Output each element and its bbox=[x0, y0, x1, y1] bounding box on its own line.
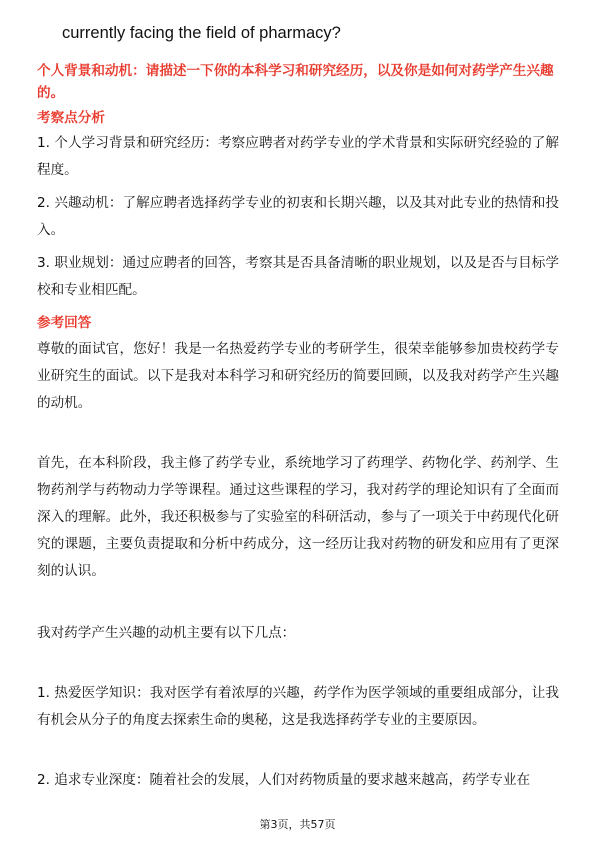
answer-heading: 参考回答 bbox=[37, 315, 92, 331]
page-number: 第3页，共57页 bbox=[259, 818, 336, 831]
answer-paragraph-4: 1. 热爱医学知识：我对医学有着浓厚的兴趣，药学作为医学领域的重要组成部分，让我有机会从分子的角度去探索生命的奥秘，这是我选择药学专业的主要原因。 bbox=[37, 685, 559, 728]
answer-paragraph-1: 尊敬的面试官，您好！我是一名热爱药学专业的考研学生，很荣幸能够参加贵校药学专业研究生的面试。以下是我对本科学习和研究经历的简要回顾，以及我对药学产生兴趣的动机。 bbox=[37, 341, 559, 411]
lead-text: currently facing the field of pharmacy? bbox=[62, 24, 341, 42]
analysis-item-1: 1. 个人学习背景和研究经历：考察应聘者对药学专业的学术背景和实际研究经验的了解程度。 bbox=[37, 135, 559, 178]
question-title: 个人背景和动机：请描述一下你的本科学习和研究经历，以及你是如何对药学产生兴趣的。 bbox=[37, 63, 554, 101]
answer-paragraph-3: 我对药学产生兴趣的动机主要有以下几点： bbox=[37, 625, 296, 641]
analysis-item-3: 3. 职业规划：通过应聘者的回答，考察其是否具备清晰的职业规划，以及是否与目标学校和专业相匹配。 bbox=[37, 255, 559, 298]
analysis-item-2: 2. 兴趣动机：了解应聘者选择药学专业的初衷和长期兴趣，以及其对此专业的热情和投入。 bbox=[37, 195, 559, 238]
analysis-heading: 考察点分析 bbox=[37, 110, 105, 126]
answer-paragraph-2: 首先，在本科阶段，我主修了药学专业，系统地学习了药理学、药物化学、药剂学、生物药剂学与药物动力学等课程。通过这些课程的学习，我对药学的理论知识有了全面而深入的理解。此外，我还积极参与了实验室的科研活动，参与了一项关于中药现代化研究的课题，主要负责提取和分析中药成分，这一经历让我对药物的研发和应用有了更深刻的认识。 bbox=[37, 455, 559, 579]
answer-paragraph-5: 2. 追求专业深度：随着社会的发展，人们对药物质量的要求越来越高，药学专业在 bbox=[37, 772, 531, 788]
